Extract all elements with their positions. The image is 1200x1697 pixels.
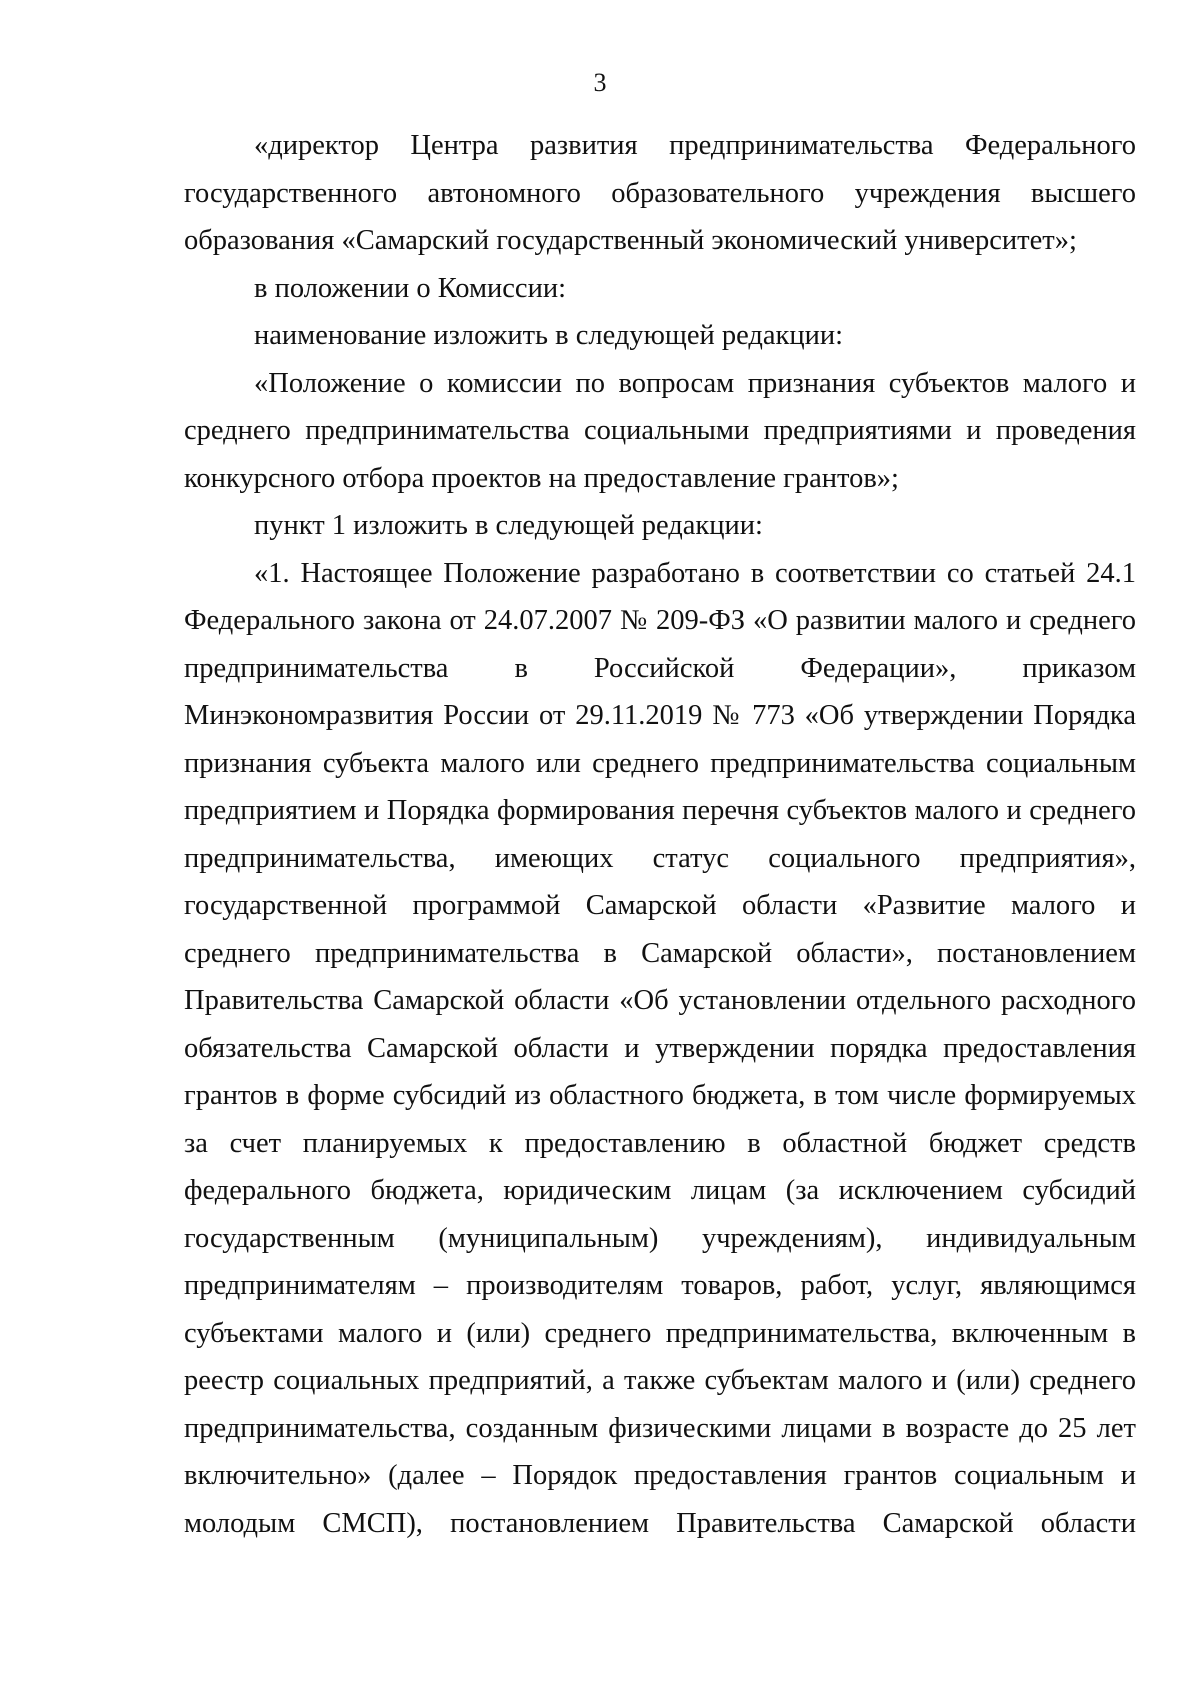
page-number: 3 <box>593 68 607 97</box>
paragraph-name-amendment: наименование изложить в следующей редакции: <box>254 320 844 351</box>
paragraph-commission-provision: в положении о Комиссии: <box>254 272 566 304</box>
document-body <box>184 122 1136 1547</box>
paragraph-new-title: «Положение о комиссии по вопросам признания субъектов малого и среднего предпринимательства социальными предприятиями и проведения конкурсного отбора проектов на предоставление грантов»; <box>184 367 1136 494</box>
paragraph-point-1-text: «1. Настоящее Положение разработано в соответствии со статьей 24.1 Федерального закона от 24.07.2007 № 209-ФЗ «О развитии малого и среднего предпринимательства в Российской Федерации», приказом Минэкономразвития России от 29.11.2019 № 773 «Об утверждении Порядка признания субъекта малого или среднего предпринимательства социальным предприятием и Порядка формирования перечня субъектов малого и среднего предпринимательства, имеющих статус социального предприятия», государственной программой Самарской области «Развитие малого и среднего предпринимательства в Самарской области», постановлением Правительства Самарской области «Об установлении отдельного расходного обязательства Самарской области и утверждении порядка предоставления грантов в форме субсидий из областного бюджета, в том числе формируемых за счет планируемых к предоставлению в областной бюджет средств федерального бюджета, юридическим лицам (за исключением субсидий государственным (муниципальным) учреждениям), индивидуальным предпринимателям – производителям товаров, работ, услуг, являющимся субъектами малого и (или) среднего предпринимательства, включенным в реестр социальных предприятий, а также субъектам малого и (или) среднего предпринимательства, созданным физическими лицами в возрасте до 25 лет включительно» (далее – Порядок предоставления грантов социальным и молодым СМСП), постановлением Правительства Самарской области <box>184 557 1136 1539</box>
paragraph-point-1-amendment: пункт 1 изложить в следующей редакции: <box>254 510 763 541</box>
paragraph-director-title: «директор Центра развития предпринимательства Федерального государственного автономного образовательного учреждения высшего образования «Самарский государственный экономический университет»; <box>184 130 1136 256</box>
